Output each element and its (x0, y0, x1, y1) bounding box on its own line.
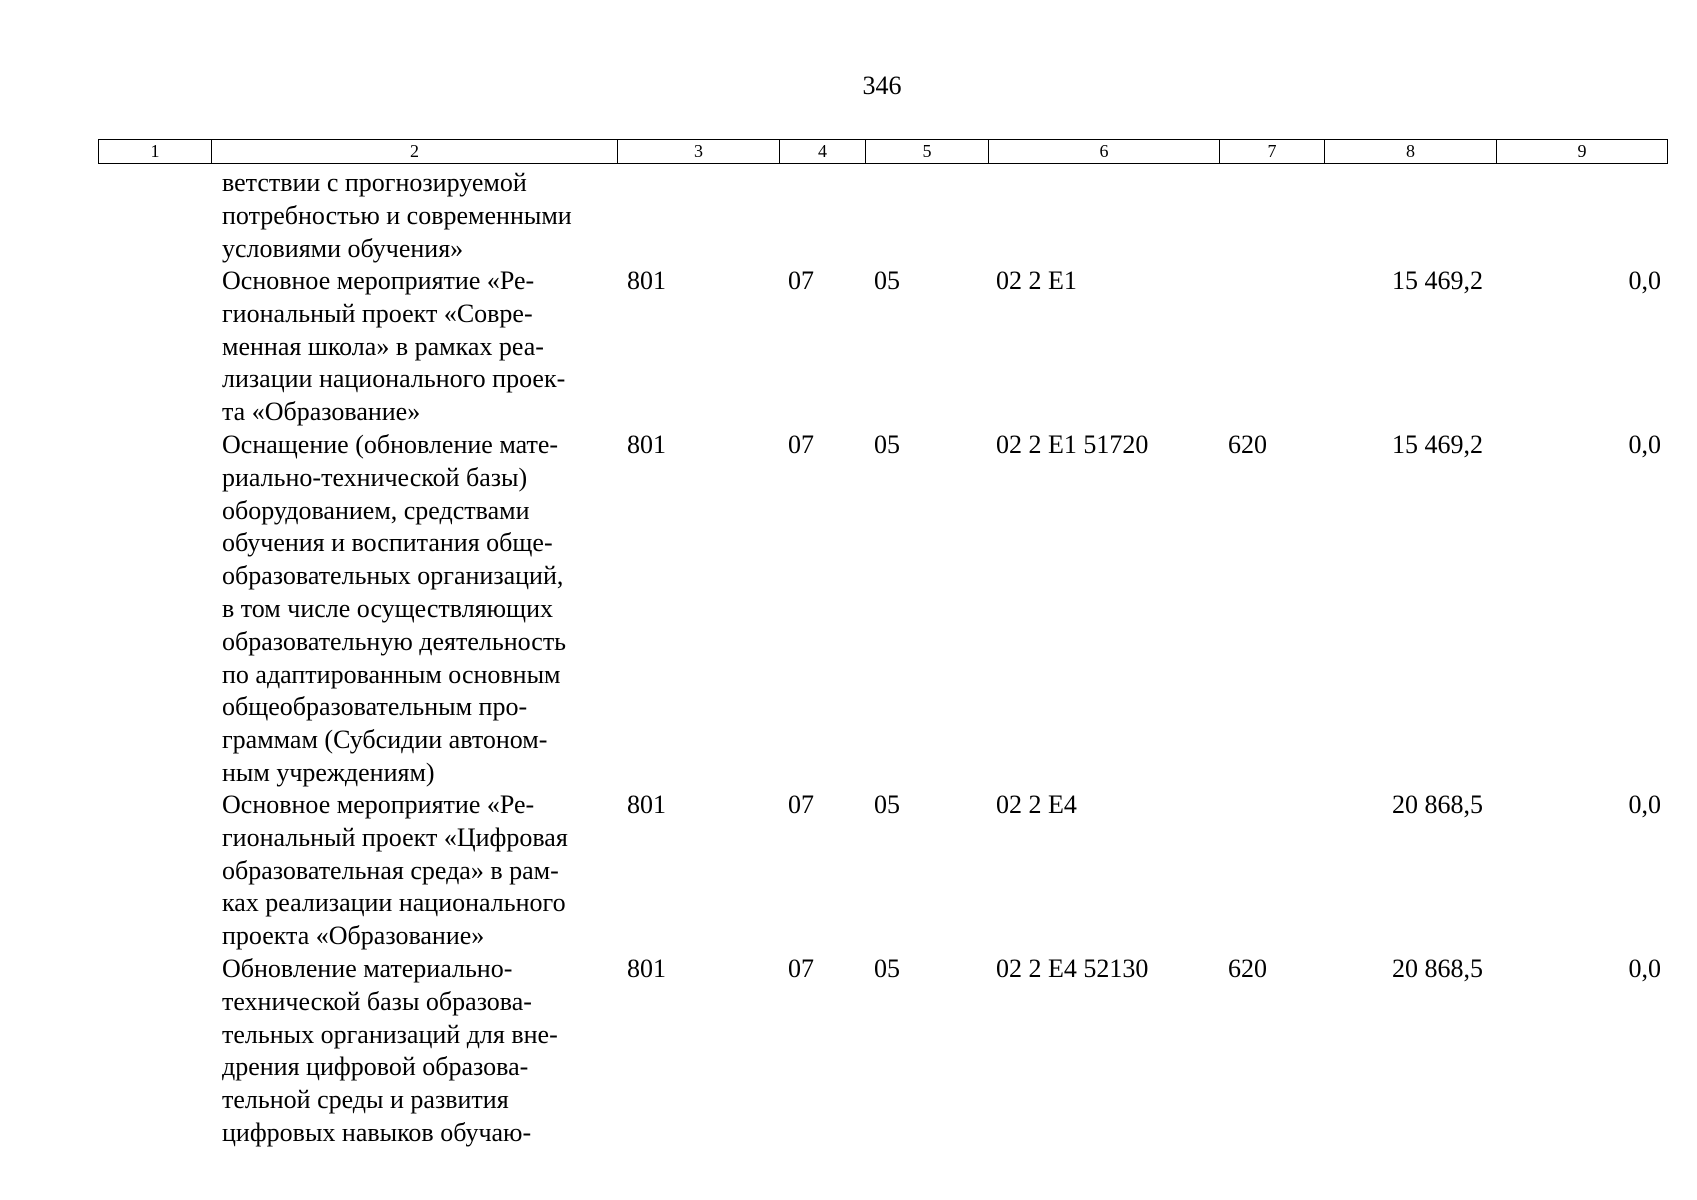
amount: 20 868,5 (1392, 790, 1483, 819)
section-code: 07 (788, 790, 814, 819)
column-number: 5 (865, 140, 988, 163)
amount: 15 469,2 (1392, 430, 1483, 459)
section-code: 07 (788, 430, 814, 459)
department-code: 801 (627, 266, 666, 295)
column-number: 3 (617, 140, 779, 163)
target-article: 02 2 E1 (996, 266, 1077, 295)
target-article: 02 2 E1 51720 (996, 430, 1149, 459)
amount: 20 868,5 (1392, 954, 1483, 983)
column-number: 4 (779, 140, 865, 163)
row-name: Обновление материально- технической базы образова- тельных организаций для вне- дрения цифровой образова- тельной среды и развития цифровых навыков обучаю- (222, 954, 558, 1147)
section-code: 07 (788, 266, 814, 295)
page-number: 346 (862, 71, 902, 100)
department-code: 801 (627, 954, 666, 983)
row-name: ветствии с прогнозируемой потребностью и современными условиями обучения» (222, 168, 572, 263)
subsection-code: 05 (874, 790, 900, 819)
expense-type: 620 (1228, 430, 1267, 459)
column-number: 1 (150, 141, 160, 161)
expense-type: 620 (1228, 954, 1267, 983)
row-name: Оснащение (обновление мате- риально-технической базы) оборудованием, средствами обучения и воспитания обще- образовательных организаций, в том числе осуществляющих образовательную деятельность по адаптированным основным общеобразовательным про- граммам (Субсидии автоном- ным учреждениям) (222, 430, 567, 787)
column-number: 2 (211, 140, 617, 163)
column-number: 6 (988, 140, 1219, 163)
subsection-code: 05 (874, 430, 900, 459)
column-number: 7 (1219, 140, 1324, 163)
amount-secondary: 0,0 (1628, 430, 1661, 459)
table-column-numbers (98, 139, 1668, 164)
amount-secondary: 0,0 (1628, 266, 1661, 295)
subsection-code: 05 (874, 266, 900, 295)
department-code: 801 (627, 430, 666, 459)
amount-secondary: 0,0 (1628, 790, 1661, 819)
amount-secondary: 0,0 (1628, 954, 1661, 983)
target-article: 02 2 E4 (996, 790, 1077, 819)
row-name: Основное мероприятие «Ре- гиональный проект «Цифровая образовательная среда» в рам- ках реализации национального проекта «Образование» (222, 790, 568, 951)
amount: 15 469,2 (1392, 266, 1483, 295)
subsection-code: 05 (874, 954, 900, 983)
column-number: 8 (1324, 140, 1496, 163)
section-code: 07 (788, 954, 814, 983)
row-name: Основное мероприятие «Ре- гиональный проект «Совре- менная школа» в рамках реа- лизации национального проек- та «Образование» (222, 266, 566, 427)
column-number: 9 (1496, 140, 1667, 163)
department-code: 801 (627, 790, 666, 819)
target-article: 02 2 E4 52130 (996, 954, 1149, 983)
